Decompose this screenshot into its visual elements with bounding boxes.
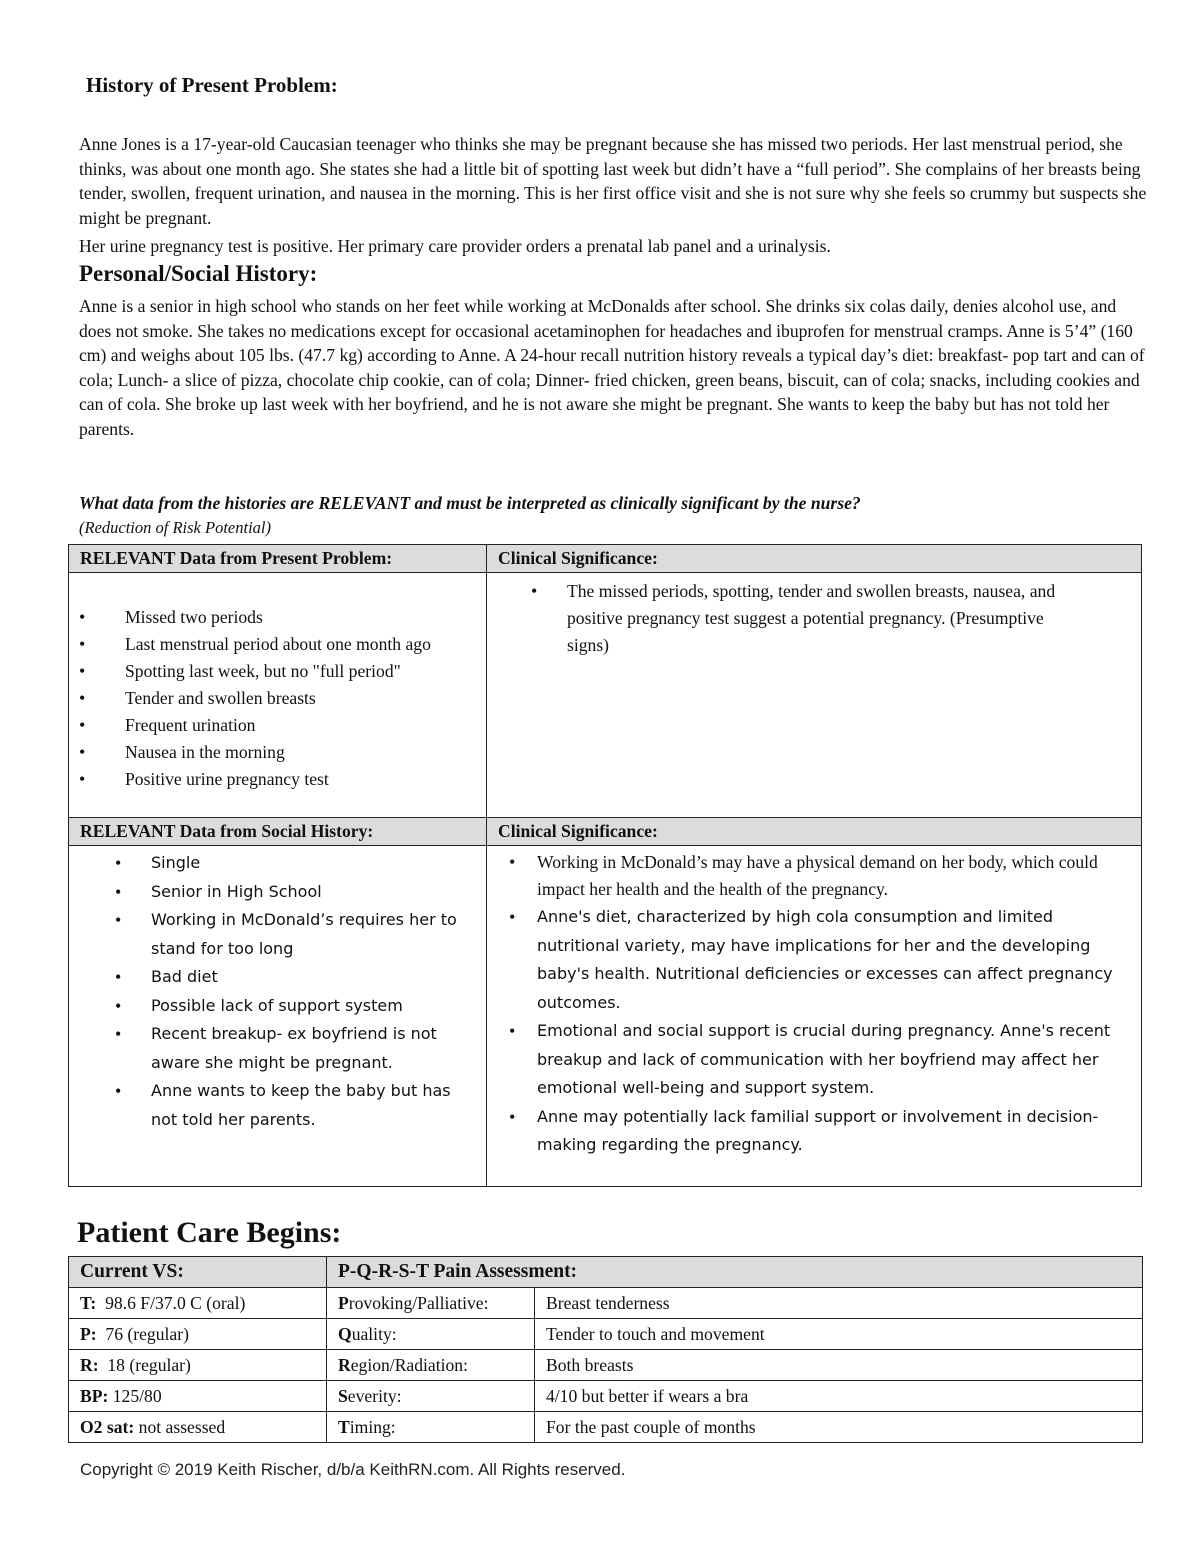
present-significance-cell xyxy=(487,573,1142,818)
pqrst-letter: P xyxy=(338,1292,349,1313)
pain-value: Breast tenderness xyxy=(535,1288,1143,1319)
list-item: • The missed periods, spotting, tender and swollen breasts, nausea, and positive pregnancy test suggest a potential pregnancy. (Presumptive signs) xyxy=(487,578,1141,659)
list-item: • Working in McDonald’s may have a physical demand on her body, which could impact her health and the health of the pregnancy. xyxy=(487,849,1141,903)
pain-assessment-header: P-Q-R-S-T Pain Assessment: xyxy=(327,1257,1143,1288)
social-data-cell xyxy=(69,846,487,1187)
table-row xyxy=(69,1412,1143,1443)
list-item: • Single xyxy=(69,849,486,878)
pain-value: Tender to touch and movement xyxy=(535,1319,1143,1350)
list-item: • Emotional and social support is crucial during pregnancy. Anne's recent breakup and lack of communication with her boyfriend may affect her emotional well-being and support system. xyxy=(487,1017,1141,1103)
vital-label: P: xyxy=(80,1323,97,1344)
table-row xyxy=(69,1381,1143,1412)
significance-header: Clinical Significance: xyxy=(487,545,1142,573)
vital-label: R: xyxy=(80,1354,99,1375)
social-history-heading: Personal/Social History: xyxy=(79,261,318,286)
pain-value: Both breasts xyxy=(535,1350,1143,1381)
vital-cell xyxy=(69,1381,327,1412)
vital-value: 98.6 F/37.0 C (oral) xyxy=(105,1292,246,1313)
list-item: • Anne wants to keep the baby but has not told her parents. xyxy=(69,1077,486,1134)
social-history-paragraph: Anne is a senior in high school who stands on her feet while working at McDonalds after school. She drinks six colas daily, denies alcohol use, and does not smoke. She takes no medications except for occasional acetaminophen for headaches and ibuprofen for menstrual cramps. Anne is 5’4” (160 cm) and weighs about 105 lbs. (47.7 kg) according to Anne. A 24-hour recall nutrition history reveals a typical day’s diet: breakfast- pop tart and can of cola; Lunch- a slice of pizza, chocolate chip cookie, can of cola; Dinner- fried chicken, green beans, biscuit, can of cola; snacks, including cookies and can of cola. She broke up last week with her boyfriend, and he is not aware she might be pregnant. She wants to keep the baby but has not told her parents. xyxy=(79,296,1145,439)
present-problem-paragraph: Anne Jones is a 17-year-old Caucasian teenager who thinks she may be pregnant because she has missed two periods. Her last menstrual period, she thinks, was about one month ago. She states she had a little bit of spotting last week but didn’t have a “full period”. She complains of her breasts being tender, swollen, frequent urination, and nausea in the morning. This is her first office visit and she is not sure why she feels so crummy but suspects she might be pregnant. xyxy=(79,134,1147,228)
vital-value: 18 (regular) xyxy=(107,1354,191,1375)
vital-cell xyxy=(69,1319,327,1350)
table-header-row xyxy=(69,818,1142,846)
pain-value: 4/10 but better if wears a bra xyxy=(535,1381,1143,1412)
list-item: • Positive urine pregnancy test xyxy=(69,766,486,793)
table-header-row xyxy=(69,545,1142,573)
relevance-question: What data from the histories are RELEVANT and must be interpreted as clinically significant by the nurse? xyxy=(79,493,861,513)
pain-label-cell xyxy=(327,1350,535,1381)
list-item: • Frequent urination xyxy=(69,712,486,739)
list-item: • Bad diet xyxy=(69,963,486,992)
list-item: • Recent breakup- ex boyfriend is not aware she might be pregnant. xyxy=(69,1020,486,1077)
pain-label-cell xyxy=(327,1381,535,1412)
pqrst-letter: S xyxy=(338,1385,348,1406)
list-item: • Anne's diet, characterized by high cola consumption and limited nutritional variety, may have implications for her and the developing baby's health. Nutritional deficiencies or excesses can affect pregnancy outcomes. xyxy=(487,903,1141,1017)
list-item: • Tender and swollen breasts xyxy=(69,685,486,712)
pain-label: rovoking/Palliative: xyxy=(348,1292,489,1313)
list-item: • Anne may potentially lack familial support or involvement in decision-making regarding the pregnancy. xyxy=(487,1103,1141,1160)
present-problem-heading: History of Present Problem: xyxy=(86,73,338,97)
vitals-header: Current VS: xyxy=(69,1257,327,1288)
list-item: • Nausea in the morning xyxy=(69,739,486,766)
social-significance-list xyxy=(487,903,1141,1160)
present-problem-paragraph-2: Her urine pregnancy test is positive. Her primary care provider orders a prenatal lab panel and a urinalysis. xyxy=(79,236,831,256)
list-item: • Senior in High School xyxy=(69,878,486,907)
present-significance-list xyxy=(487,578,1141,659)
pqrst-letter: T xyxy=(338,1416,350,1437)
vital-label: BP: xyxy=(80,1385,109,1406)
present-data-cell xyxy=(69,573,487,818)
list-item: • Spotting last week, but no "full period" xyxy=(69,658,486,685)
table-row xyxy=(69,1288,1143,1319)
vital-label: T: xyxy=(80,1292,97,1313)
social-significance-list-serif xyxy=(487,849,1141,903)
vital-cell xyxy=(69,1288,327,1319)
pain-label: uality: xyxy=(351,1323,397,1344)
vital-cell xyxy=(69,1350,327,1381)
patient-care-heading: Patient Care Begins: xyxy=(77,1216,342,1249)
social-significance-header: Clinical Significance: xyxy=(487,818,1142,846)
relevant-data-table xyxy=(68,544,1142,1187)
pain-label: everity: xyxy=(347,1385,402,1406)
vital-value: 76 (regular) xyxy=(105,1323,189,1344)
vital-label: O2 sat: xyxy=(80,1416,135,1437)
list-item: • Possible lack of support system xyxy=(69,992,486,1021)
present-data-list xyxy=(69,604,486,793)
social-history-row xyxy=(69,846,1142,1187)
pain-value: For the past couple of months xyxy=(535,1412,1143,1443)
vital-value: 125/80 xyxy=(112,1385,162,1406)
present-problem-row xyxy=(69,573,1142,818)
copyright-footer: Copyright © 2019 Keith Rischer, d/b/a KeithRN.com. All Rights reserved. xyxy=(80,1460,626,1479)
pain-label-cell xyxy=(327,1319,535,1350)
present-data-header: RELEVANT Data from Present Problem: xyxy=(69,545,487,573)
list-item: • Last menstrual period about one month ago xyxy=(69,631,486,658)
social-significance-cell xyxy=(487,846,1142,1187)
list-item: • Missed two periods xyxy=(69,604,486,631)
pqrst-letter: Q xyxy=(338,1323,352,1344)
social-data-header: RELEVANT Data from Social History: xyxy=(69,818,487,846)
table-row xyxy=(69,1350,1143,1381)
table-header-row xyxy=(69,1257,1143,1288)
table-row xyxy=(69,1319,1143,1350)
list-item: • Working in McDonald’s requires her to stand for too long xyxy=(69,906,486,963)
pain-label-cell xyxy=(327,1288,535,1319)
pain-label: iming: xyxy=(349,1416,396,1437)
pain-label-cell xyxy=(327,1412,535,1443)
pain-label: egion/Radiation: xyxy=(350,1354,468,1375)
social-data-list xyxy=(69,849,486,1134)
vital-cell xyxy=(69,1412,327,1443)
relevance-subnote: (Reduction of Risk Potential) xyxy=(79,518,271,537)
pqrst-letter: R xyxy=(338,1354,351,1375)
vital-value: not assessed xyxy=(138,1416,226,1437)
vitals-pain-table xyxy=(68,1256,1143,1443)
